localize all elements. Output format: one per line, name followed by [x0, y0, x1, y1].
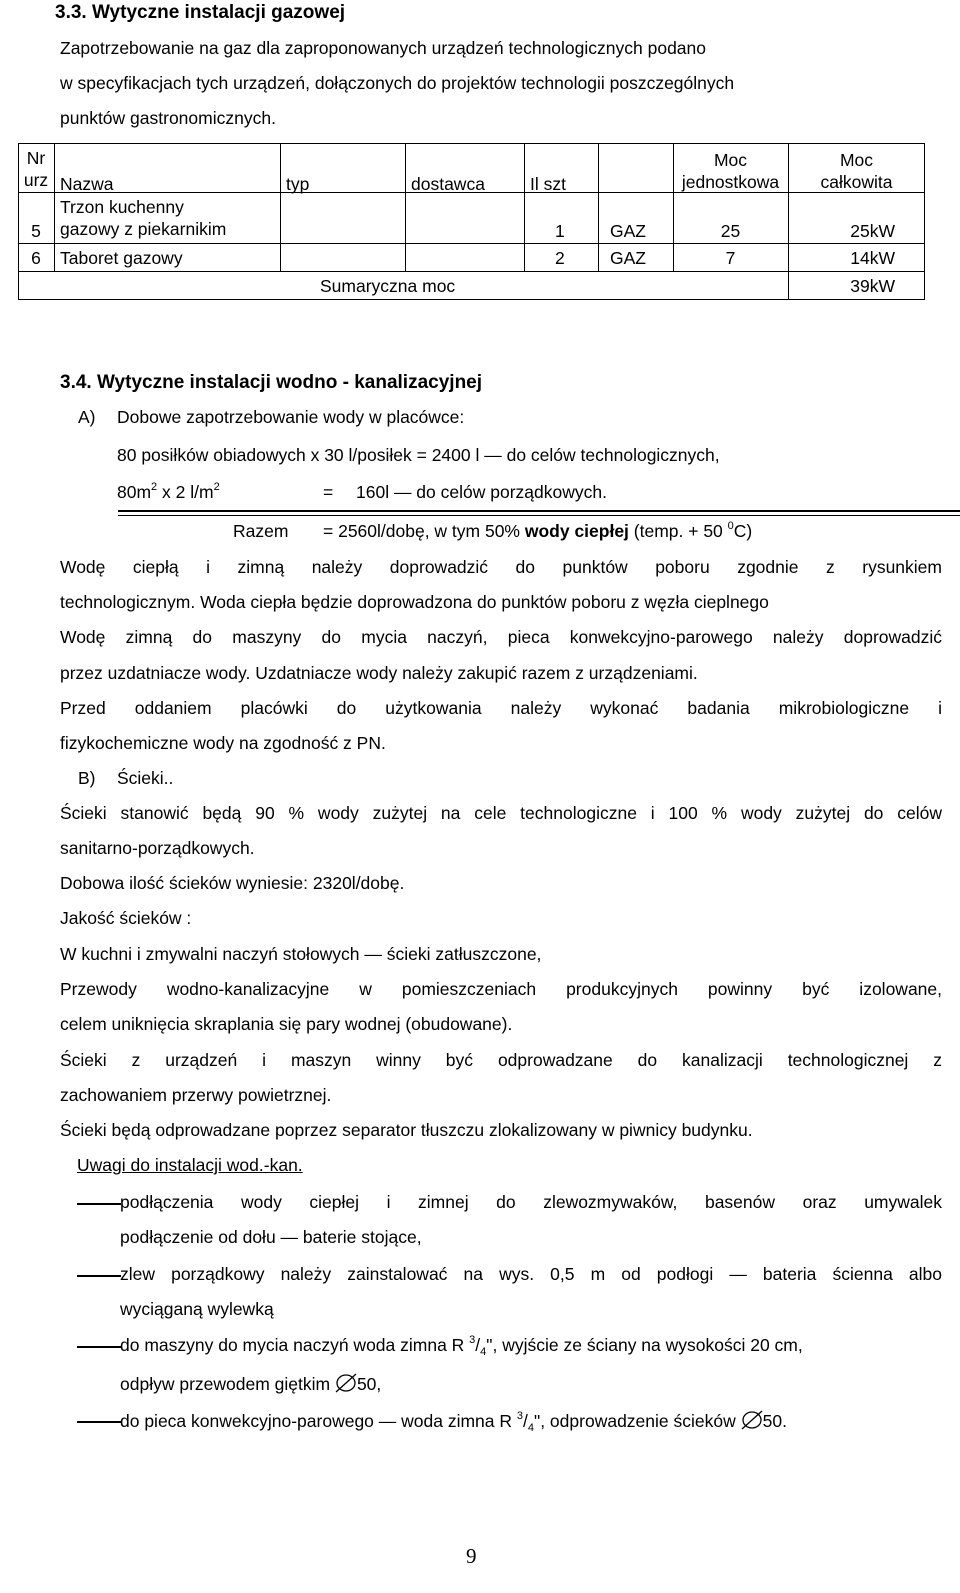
- bullet-dash-1: [77, 1203, 121, 1205]
- header-il-szt: Il szt: [530, 174, 566, 194]
- bullet-2-line-1: zlew porządkowy należy zainstalować na wys. 0,5 m od podłogi — bateria ścienna albo: [120, 1264, 942, 1284]
- bullet-1-line-1: podłączenia wody ciepłej i zimnej do zlewozmywaków, basenów oraz umywalek: [120, 1192, 942, 1212]
- bullet-dash-3: [77, 1346, 121, 1348]
- header-moc-calkowita: Moc całkowita: [820, 150, 893, 192]
- sum-label: Sumaryczna moc: [320, 276, 456, 296]
- row-6-unit-power: 7: [725, 248, 736, 268]
- item-a-text: Dobowe zapotrzebowanie wody w placówce:: [117, 407, 465, 427]
- para-machines-line-2: zachowaniem przerwy powietrznej.: [60, 1085, 332, 1105]
- para-water-1-line-2: technologicznym. Woda ciepła będzie doprowadzona do punktów poboru z węzła cieplnego: [60, 592, 769, 612]
- row-6-qty: 2: [555, 248, 565, 268]
- calc-line-equals: =: [323, 482, 334, 502]
- item-b-text: Ścieki..: [117, 768, 174, 788]
- kitchen-sewage: W kuchni i zmywalni naczyń stołowych — ścieki zatłuszczone,: [60, 944, 542, 964]
- daily-sewage: Dobowa ilość ścieków wyniesie: 2320l/dobę.: [60, 873, 405, 893]
- item-a-label: A): [78, 407, 96, 427]
- row-5-qty: 1: [555, 221, 565, 241]
- para-pipes-line-1: Przewody wodno-kanalizacyjne w pomieszczeniach produkcyjnych powinny być izolowane,: [60, 979, 942, 999]
- bullet-dash-2: [77, 1275, 121, 1277]
- calc-line-cleaning-result: 160l — do celów porządkowych.: [356, 482, 607, 502]
- para-machines-line-1: Ścieki z urządzeń i maszyn winny być odprowadzane do kanalizacji technologicznej z: [60, 1050, 942, 1070]
- sewage-quality: Jakość ścieków :: [60, 908, 192, 928]
- diameter-icon: [741, 1410, 763, 1430]
- para-water-2-line-2: przez uzdatniacze wody. Uzdatniacze wody należy zakupić razem z urządzeniami.: [60, 663, 698, 683]
- row-5-name: Trzon kuchenny gazowy z piekarnikim: [60, 197, 227, 239]
- para-sewage-1-line-1: Ścieki stanowić będą 90 % wody zużytej na cele technologiczne i 100 % wody zużytej do celów: [60, 803, 942, 823]
- row-6-total-power: 14kW: [850, 248, 895, 268]
- row-5-nr: 5: [31, 221, 41, 241]
- gas-intro-line-2: w specyfikacjach tych urządzeń, dołączonych do projektów technologii poszczególnych: [60, 73, 735, 93]
- para-water-1-line-1: Wodę ciepłą i zimną należy doprowadzić do punktów poboru zgodnie z rysunkiem: [60, 557, 942, 577]
- item-b-label: B): [78, 768, 96, 788]
- remarks-heading: Uwagi do instalacji wod.-kan.: [77, 1155, 303, 1175]
- page-number: 9: [466, 1544, 477, 1568]
- para-water-3-line-2: fizykochemiczne wody na zgodność z PN.: [60, 733, 386, 753]
- sum-value: 39kW: [850, 276, 895, 296]
- para-water-2-line-1: Wodę zimną do maszyny do mycia naczyń, pieca konwekcyjno-parowego należy doprowadzić: [60, 627, 942, 647]
- header-dostawca: dostawca: [411, 174, 485, 194]
- bullet-dash-4: [77, 1421, 121, 1423]
- section-heading-water: 3.4. Wytyczne instalacji wodno - kanalizacyjnej: [60, 372, 483, 393]
- para-water-3-line-1: Przed oddaniem placówki do użytkowania należy wykonać badania mikrobiologiczne i: [60, 698, 942, 718]
- para-sewage-1-line-2: sanitarno-porządkowych.: [60, 838, 255, 858]
- bullet-1-line-2: podłączenie od dołu — baterie stojące,: [120, 1227, 422, 1247]
- gas-table: [18, 143, 925, 303]
- section-heading-gas: 3.3. Wytyczne instalacji gazowej: [55, 2, 346, 23]
- gas-intro-line-3: punktów gastronomicznych.: [60, 108, 276, 128]
- para-pipes-line-2: celem uniknięcia skraplania się pary wodnej (obudowane).: [60, 1014, 513, 1034]
- sum-rule-top: [118, 510, 960, 512]
- header-typ: typ: [286, 174, 310, 194]
- diameter-icon: [335, 1373, 357, 1393]
- row-6-fuel: GAZ: [610, 248, 646, 268]
- separator-note: Ścieki będą odprowadzane poprzez separator tłuszczu zlokalizowany w piwnicy budynku.: [60, 1120, 753, 1140]
- header-nr: Nr urz: [23, 148, 49, 190]
- row-6-name: Taboret gazowy: [60, 248, 183, 268]
- row-6-nr: 6: [31, 248, 41, 268]
- row-5-fuel: GAZ: [610, 221, 646, 241]
- header-nazwa: Nazwa: [60, 174, 114, 194]
- razem-value: = 2560l/dobę, w tym 50% wody ciepłej (temp. + 50 $^0$C): [323, 520, 753, 541]
- bullet-3-line-1: do maszyny do mycia naczyń woda zimna R $^3/_4$", wyjście ze ściany na wysokości 20 cm,: [120, 1334, 803, 1358]
- bullet-4-line-1: do pieca konwekcyjno-parowego — woda zimna R $^3/_4$", odprowadzenie ścieków 50.: [120, 1410, 787, 1434]
- row-5-unit-power: 25: [720, 221, 741, 241]
- row-5-total-power: 25kW: [850, 221, 895, 241]
- bullet-3-line-2: odpływ przewodem giętkim 50,: [120, 1374, 382, 1394]
- calc-line-cleaning: $80m^2$ x 2 $l/m^2$: [117, 481, 220, 502]
- bullet-2-line-2: wyciąganą wylewką: [120, 1299, 274, 1319]
- gas-intro-line-1: Zapotrzebowanie na gaz dla zaproponowanych urządzeń technologicznych podano: [60, 38, 706, 58]
- sum-rule-bottom: [118, 515, 960, 516]
- calc-line-technological: 80 posiłków obiadowych x 30 l/posiłek = 2400 l — do celów technologicznych,: [117, 445, 720, 465]
- header-moc-jednostkowa: Moc jednostkowa: [681, 150, 780, 192]
- razem-label: Razem: [233, 521, 289, 541]
